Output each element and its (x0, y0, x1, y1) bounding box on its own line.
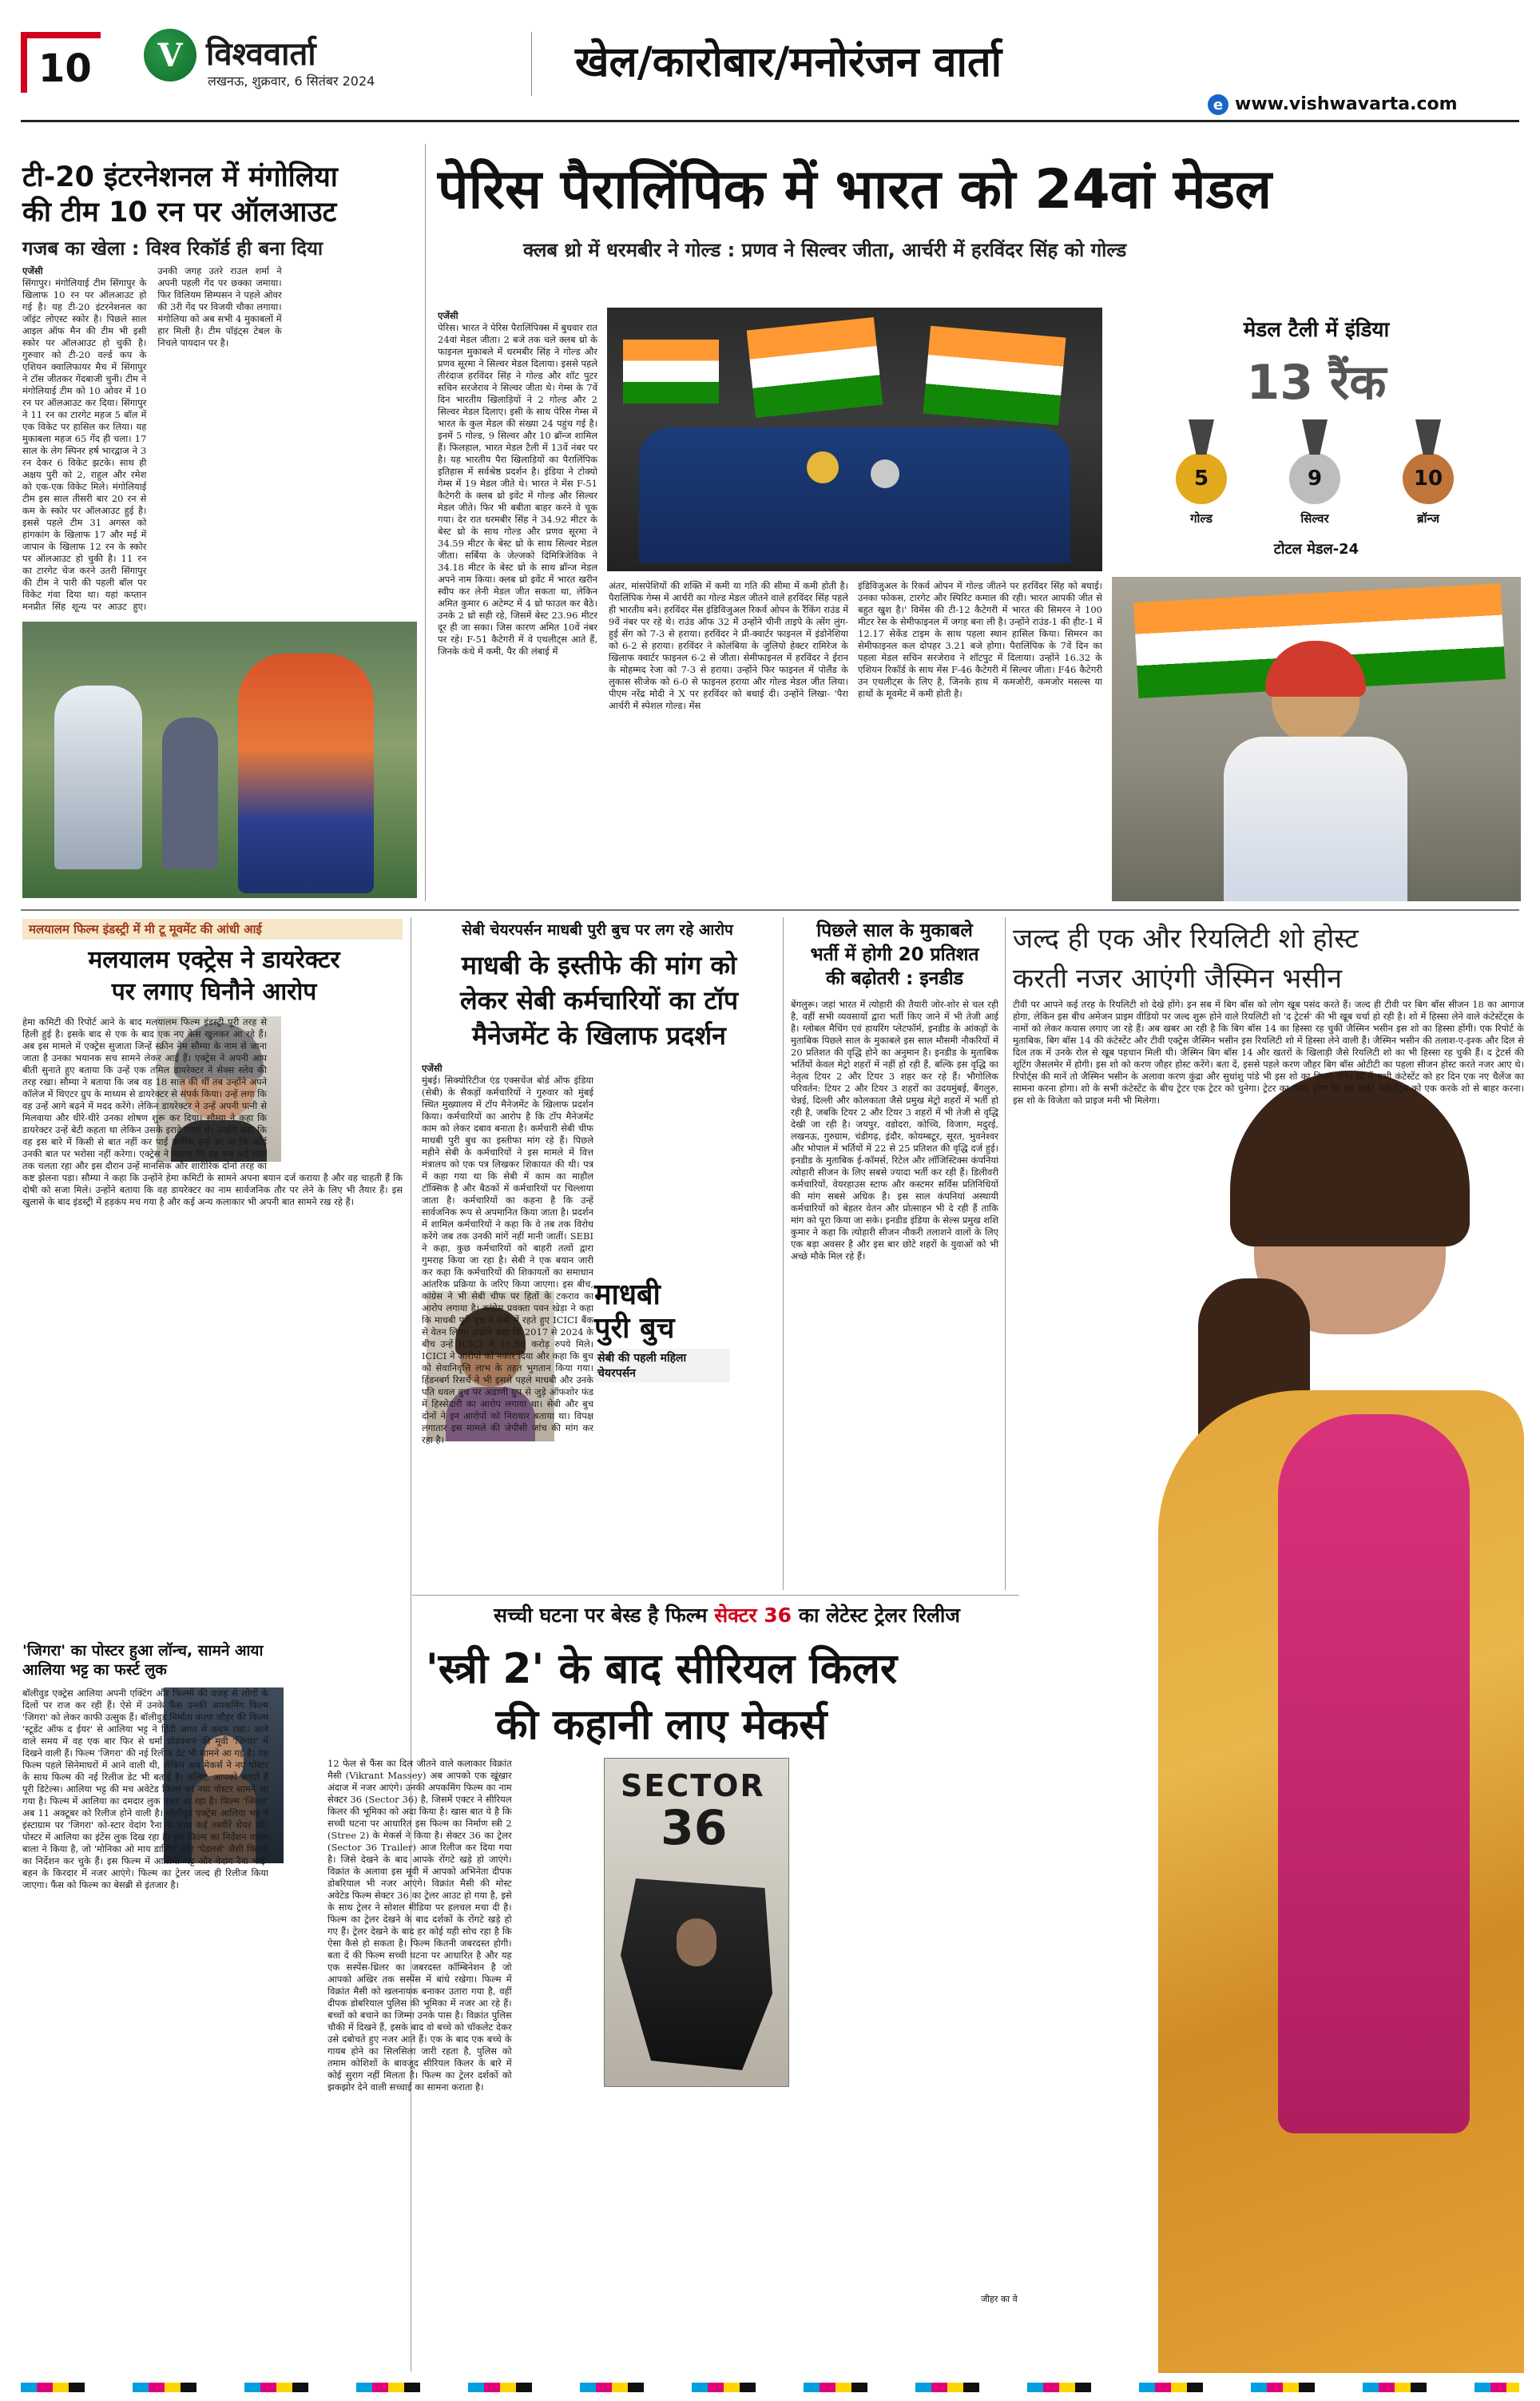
malayalam-article (22, 1016, 403, 1640)
stree-kicker-red: सेक्टर 36 (714, 1604, 792, 1627)
jasmin-body: टीवी पर आपने कई तरह के रियलिटी शो देखे होंगे। इन सब में बिग बॉस को लोग खूब पसंद करते हैं। जल्द ही टीवी पर बिग बॉस सीजन 18 का आगाज होगा, लेकिन इस बीच अमेजन प्राइम वीडियो पर जल्द शुरू होने वाले रियलिटी शो 'द ट्रेटर्स' की भी खूब चर्चा हो रही है। शो में हिस्सा लेने वाले कंटेस्टेंट्स के नामों को लेकर कयास लगाए जा रहे हैं। अब खबर आ रही है कि बिग बॉस 14 का हिस्सा रह चुकीं जैस्मिन भसीन इस शो का हिस्सा होंगी। एक रिपोर्ट के मुताबिक, बिग बॉस 14 की कंटेस्टेंट और टीवी एक्ट्रेस जैस्मिन भसीन इस रियलिटी शो में हिस्सा लेने वाली हैं। जैस्मिन भसीन की तलाश-ए-इश्क और दिल से दिल तक में उनके रोल से खूब पहचान मिली थी। जैस्मिन बिग बॉस 14 और खतरों के खिलाड़ी जैसे रियलिटी शो का भी हिस्सा रह चुकी हैं। द ट्रेटर्स की शूटिंग जैसलमेर में होगी। इस शो को करण जौहर होस्ट करेंगे। बता दें, इससे पहले करण जौहर बिग बॉस ओटीटी का पहला सीजन होस्ट करते नजर आए थे। रिपोर्ट्स की मानें तो जैस्मिन भसीन के अलावा करण कुंद्रा और सुधांशु पांडे भी इस शो का हिस्सा होंगे। शो में सभी कंटेस्टेंट को हर दिन एक नए चैलेंज का सामना करना होगा। शो के सभी कंटेस्टेंट के बीच ट्रेटर एक ट्रेटर को चुनेगा। ट्रेटर का टास्क होगा कि वह बाकी कंटेस्टेंट्स को एक करके शो से बाहर करना। इस शो के विजेता को प्राइज मनी भी मिलेगा। (1013, 999, 1524, 1106)
paper-name: विश्ववार्ता (206, 36, 316, 73)
sector36-poster-number: 36 (661, 1800, 728, 1856)
sebi-headline-line3: मैनेजमेंट के खिलाफ प्रदर्शन (472, 1020, 726, 1051)
harvinder-photo (1112, 577, 1521, 901)
browser-icon: e (1208, 94, 1228, 115)
medal-ribbon-bronze (1415, 419, 1441, 455)
jobs-headline-line1: पिछले साल के मुकाबले (816, 920, 973, 941)
jobs-body: बेंगलुरू। जहां भारत में त्योहारी की तैयारी जोर-शोर से चल रही है, वहीं सभी व्यवसायों द्वारा भर्ती किए जाने में भी तेजी आई है। ग्लोबल मैचिंग एवं हायरिंग प्लेटफॉर्म, इनडीड के आंकड़ों के मुताबिक पिछले साल के मुकाबले इस साल मौसमी नौकरियों में 20 प्रतिशत की वृद्धि होने का अनुमान है। इनडीड के मुताबिक भर्तियों केवल मेट्रो शहरों में नहीं हो रही हैं, बल्कि इस वृद्धि का नेतृत्व टियर 2 और टियर 3 शहर कर रहे हैं। भौगोलिक परिवर्तन: टियर 2 और टियर 3 शहरों का उदयमुंबई, बैंगलुरु, चेन्नई, दिल्ली और कोलकाता जैसे प्रमुख मेट्रो शहरों में भर्ती हो रही है, जबकि टियर 2 और टियर 3 शहरों में भी तेजी से वृद्धि देखी जा रही है। जयपुर, वडोदरा, कोच्चि, विजाग, मदुरई, लखनऊ, गुरुग्राम, चंडीगढ़, इंदौर, कोयम्बटूर, सूरत, भुवनेश्वर और भोपाल में भर्तियों में 22 से 25 प्रतिशत की वृद्धि दर्ज हुई। इनडीड के मुताबिक ई-कॉमर्स, रिटेल और लॉजिस्टिक्स कंपनियां त्योहारी सीजन के लिए सबसे ज्यादा भर्ती कर रही हैं। डिलीवरी कर्मचारियों, वेयरहाउस स्टाफ और कस्टमर सर्विस प्रतिनिधियों की मांग सबसे अधिक है। इस साल कंपनियां अस्थायी कर्मचारियों को बेहतर वेतन और प्रोत्साहन भी दे रही हैं ताकि मांग को पूरा किया जा सके। इनडीड इंडिया के सेल्स प्रमुख शशि कुमार ने कहा कि त्योहारी सीजन नौकरी तलाशने वालों के लिए एक बड़ा अवसर है और इस बार छोटे शहरों के युवाओं को भी अच्छे मौके मिल रहे हैं। (791, 999, 998, 1262)
stree-kicker-post: का लेटेस्ट ट्रेलर रिलीज (798, 1604, 960, 1627)
paralympic-team-photo (607, 308, 1102, 571)
jasmin-headline-line1: जल्द ही एक और रियलिटी शो होस्ट (1013, 923, 1359, 955)
medal-silver (1289, 453, 1340, 504)
medal-ribbon-silver (1302, 419, 1328, 455)
mongolia-headline (22, 160, 390, 230)
jobs-headline-line3: की बढ़ोतरी : इनडीड (826, 968, 963, 989)
madhabi-callout-name: माधबी पुरी बुच (594, 1278, 675, 1345)
jasmin-article (1013, 999, 1524, 1886)
mongolia-body: सिंगापुर। मंगोलियाई टीम सिंगापुर के खिलाफ 10 रन पर ऑलआउट हो गई है। यह टी-20 इंटरनेशनल का जॉइंट लोएस्ट स्कोर है। पिछले साल आइल ऑफ मैन की टीम भी इसी स्कोर पर ऑलआउट हो चुकी है। गुरुवार को टी-20 वर्ल्ड कप के एशियन क्वालिफायर मैच में सिंगापुर ने टॉस जीतकर गेंदबाजी चुनी। टीम ने मंगोलियाई टीम को 10 ओवर में 10 रन पर ऑलआउट कर दिया। सिंगापुर ने 11 रन का टारगेट महज 5 बॉल में एक विकेट पर हासिल कर लिया। यह मुकाबला महज 65 गेंद ही चला। 17 साल के लेग स्पिनर हर्ष भारद्वाज ने 3 रन देकर 6 विकेट झटके। साथ ही अक्षय पुरी को 2, राहुल और रमेश को एक-एक विकेट मिले। मंगोलियाई टीम इस साल तीसरी बार 20 रन से कम के स्कोर पर ऑलआउट हुई है। इससे पहले टीम 31 अगस्त को हांगकांग के खिलाफ 17 और मई में जापान के खिलाफ 12 रन के स्कोर पर ऑलआउट हो चुकी है। 11 रन का टारगेट चेज करने उतरी सिंगापुर की टीम ने पारी की पहली बॉल पर विकेट गंवा दिया था। यहां कप्तान मनप्रीत सिंह शून्य पर आउट हुए। उनकी जगह उतरे राउल शर्मा ने अपनी पहली गेंद पर छक्का जमाया। फिर विलियम सिम्पसन ने पहले ओवर की 3री गेंद पर विजयी चौका लगाया। मंगोलिया को अब सभी 4 मुकाबलों में हार मिली है। टीम पॉइंट्स टेबल के निचले पायदान पर है। (22, 265, 282, 612)
malayalam-kicker: मलयालम फिल्म इंडस्ट्री में मी टू मूवमेंट की आंधी आई (29, 922, 262, 936)
page-number-box (21, 32, 101, 93)
sebi-article (422, 1063, 776, 1582)
masthead-rule (21, 120, 1519, 122)
sebi-byline: एजेंसी (422, 1063, 443, 1074)
page-number: 10 (38, 46, 92, 91)
stree-caption: जीहर का वे (981, 2294, 1018, 2304)
masthead-divider (531, 32, 532, 96)
jigra-headline-line1: 'जिगरा' का पोस्टर हुआ लॉन्च, सामने आया (22, 1642, 264, 1660)
masthead-dateline: लखनऊ, शुक्रवार, 6 सितंबर 2024 (208, 74, 375, 89)
jigra-headline-line2: आलिया भट्ट का फर्स्ट लुक (22, 1661, 167, 1679)
sector36-poster (604, 1758, 789, 2087)
stree-headline (374, 1641, 949, 1753)
print-color-bar-bottom (21, 2383, 1519, 2392)
stree-kicker-pre: सच्ची घटना पर बेस्ड है फिल्म (494, 1604, 708, 1627)
jigra-body: बॉलीवुड एक्ट्रेस आलिया अपनी एक्टिंग और फिल्मों की वजह से लोगों के दिलों पर राज कर रही हैं। ऐसे में उनके फैंस उनकी अपकमिंग फिल्म 'जिगरा' को लेकर काफी उत्सुक हैं। बॉलीवुड निर्माता करण जौहर की फिल्म 'स्टूडेंट ऑफ द ईयर' से आलिया भट्ट ने हिंदी जगत में कदम रखा। आने वाले समय में वह एक बार फिर से धर्मा प्रोडक्शन की मूवी 'जिगरा' में दिखने वाली हैं। फिल्म 'जिगरा' की नई रिलीज डेट भी सामने आ गई है। यह फिल्म पहले सिनेमाघरों में आने वाली थी, लेकिन अब मेकर्स ने नए पोस्टर के साथ फिल्म की नई रिलीज डेट भी बताई है। चलिए, आपको बताते हैं पूरी डिटेल्स। आलिया भट्ट की मच अवेटेड फिल्म का नया पोस्टर सामने आ गया है। फिल्म में आलिया का दमदार लुक नजर आ रहा है। फिल्म 'जिगरा' अब 11 अक्टूबर को रिलीज होने वाली है। बॉलीवुड एक्ट्रेस आलिया भट्ट ने इंस्टाग्राम पर 'जिगरा' को-स्टार वेदांग रैना के साथ कई तस्वीरें शेयर कीं। पोस्टर में आलिया का इंटेंस लुक दिख रहा है। इस फिल्म का निर्देशन वासन बाला ने किया है, जो 'मोनिका ओ माय डार्लिंग' और 'पेडलर्स' जैसी फिल्मों का निर्देशन कर चुके हैं। इस फिल्म में आलिया भट्ट और वेदांग रैना भाई-बहन के किरदार में नजर आएंगे। फिल्म का ट्रेलर जल्द ही रिलीज किया जाएगा। फैंस को फिल्म का बेसब्री से इंतजार है। (22, 1687, 268, 1890)
logo-letter: V (157, 36, 183, 74)
jobs-headline-line2: भर्ती में होगी 20 प्रतिशत (810, 944, 979, 965)
stree-body: 12 फेल से फैंस का दिल जीतने वाले कलाकार विक्रांत मैसी (Vikrant Massey) अब आपको एक खूंखार अंदाज में नजर आएंगे। उनकी अपकमिंग फिल्म का नाम सेक्टर 36 (Sector 36) है, जिसमें एक्टर ने सीरियल किलर की भूमिका को अदा किया है। खास बात ये है कि सच्ची घटना पर आधारित इस फिल्म का निर्माण स्त्री 2 (Stree 2) के मेकर्स ने किया है। सेक्टर 36 का ट्रेलर (Sector 36 Trailer) आज रिलीज कर दिया गया है। जिसे देखने के बाद आपके रोंगटे खड़े हो जाएंगे। विक्रांत के अलावा इस मूवी में आपको अभिनेता दीपक डोबरियाल भी नजर आएंगे। विक्रांत मैसी की मोस्ट अवेटेड फिल्म सेक्टर 36 का ट्रेलर आउट हो गया है, इसे के साथ ट्रेलर ने सोशल मीडिया पर हलचल मचा दी है। फिल्म का ट्रेलर देखने के बाद दर्शकों के रोंगटे खड़े हो गए हैं। ट्रेलर देखने के बाद हर कोई यही सोच रहा है कि ऐसा कैसे हो सकता है। फिल्म कितनी जबरदस्त होगी। बता दें की फिल्म सच्ची घटना पर आधारित है और यह एक सस्पेंस-थ्रिलर का जबरदस्त कॉम्बिनेशन है जो आपको अखिर तक सस्पेंस में बांधे रखेगा। फिल्म में विक्रांत मैसी को खलनायक बनाकर उतारा गया है, वहीं दीपक डोबरियाल पुलिस की भूमिका में नजर आ रहे हैं। बच्चों को बचाने का जिम्मा उनके पास है। विक्रांत पुलिस चौकी में दिखने हैं, इसके बाद वो बच्चे को चॉकलेट देकर उसे दबोचते हुए नजर आते हैं। एक के बाद एक बच्चे के गायब होने का सिलसिला जारी रहता है, पुलिस को तमाम कोशिशों के बावजूद सीरियल किलर के बारे में कोई सुराग नहीं मिलता है। फिल्म का ट्रेलर दर्शकों को झकझोर देने वाली सच्चाई का सामना कराता है। (327, 1758, 512, 2093)
medal-tally-rank: 13 रैंक (1246, 355, 1387, 411)
malayalam-headline-line1: मलयालम एक्ट्रेस ने डायरेक्टर (88, 946, 340, 974)
jasmin-headline-line2: करती नजर आएंगी जैस्मिन भसीन (1013, 963, 1342, 995)
cricket-photo (22, 622, 417, 898)
website-link[interactable]: www.vishwavarta.com (1235, 94, 1458, 114)
medal-tally-total: टोटल मेडल-24 (1273, 541, 1359, 558)
paris-article-left (438, 310, 597, 901)
stree-kicker (375, 1601, 1078, 1628)
malayalam-kicker-bar (22, 919, 403, 940)
sebi-headline-line2: लेकर सेबी कर्मचारियों का टॉप (459, 985, 739, 1016)
paris-body-left: पेरिस। भारत ने पेरिस पैरालिंपिक्स में बुधवार रात 24वां मेडल जीता। 2 बजे तक चले क्लब थ्रो के फाइनल मुकाबले में धरमबीर सिंह ने गोल्ड और प्रणव सूरमा ने सिल्वर मेडल दिलाया। इससे पहले तीरंदाज हरविंदर सिंह ने गोल्ड और शॉट पुटर सचिन सरजेराव ने सिल्वर जीता थे। गेम्स के 7वें दिन भारतीय खिलाड़ियों ने 2 गोल्ड और 2 सिल्वर मेडल दिलाए। इसी के साथ पेरिस गेम्स में भारत के कुल मेडल की संख्या 24 पहुंच गई है। इनमें 5 गोल्ड, 9 सिल्वर और 10 ब्रॉन्ज शामिल हैं। फिलहाल, भारत मेडल टैली में 13वें नंबर पर है। यह भारतीय पैरा खिलाड़ियों का पैरालिंपिक इतिहास में सर्वश्रेष्ठ प्रदर्शन है। इंडिया ने टोक्यो गेम्स में 19 मेडल जीते थे। भारत ने मेंस F-51 कैटेगरी के क्लब थ्रो इवेंट में गोल्ड और सिल्वर मेडल जीते। फिर भी बबीता बाहर करने वे चूक गया। देर रात धरमबीर सिंह ने 34.92 मीटर के बेस्ट थ्रो के साथ गोल्ड और प्रणव सूरमा ने 34.59 मीटर के बेस्ट थ्रो के साथ सिल्वर मेडल जीता। सर्बिया के जेल्जको दिमित्रिजेविक ने 34.18 मीटर के बेस्ट थ्रो के साथ ब्रॉन्ज मेडल अपने नाम किया। क्लब थ्रो इवेंट में भारत खरीन स्वीप कर लेनी मेडल जीत सकता था, लेकिन अमित कुमार 6 अटेम्प्ट में 4 थ्रो फाउल कर बैठे। उनके 2 थ्रो सही रहे, जिसमें बेस्ट 23.96 मीटर दूर ही जा सका। जिस कारण अमित 10वें नंबर पर रहे। F-51 कैटेगरी में वे एथलीट्स आते हैं, जिनके कंधे में कमी, पैर की लंबाई में (438, 322, 597, 657)
medal-gold-label: गोल्ड (1190, 511, 1213, 526)
sebi-kicker: सेबी चेयरपर्सन माधबी पुरी बुच पर लग रहे आरोप (462, 921, 733, 939)
stree-headline-line1: 'स्त्री 2' के बाद सीरियल किलर (425, 1645, 898, 1693)
masthead-logo (144, 29, 196, 81)
paris-byline: एजेंसी (438, 310, 458, 321)
jobs-article (791, 999, 998, 1590)
medal-gold-count: 5 (1193, 467, 1209, 491)
jobs-headline (791, 919, 998, 991)
medal-tally-box (1112, 308, 1521, 571)
jasmin-headline (1013, 919, 1524, 999)
medal-silver-count: 9 (1307, 467, 1323, 491)
sebi-headline (422, 948, 776, 1053)
sebi-body: मुंबई। सिक्योरिटीज एंड एक्सचेंज बोर्ड ऑफ इंडिया (सेबी) के सैकड़ों कर्मचारियों ने गुरुवार को मुंबई स्थित मुख्यालय में टॉप मैनेजमेंट के खिलाफ प्रदर्शन किया। कर्मचारियों का आरोप है कि टॉप मैनेजमेंट काम को लेकर दबाव बनाता है। कर्मचारी सेबी चीफ माधबी पुरी बुच का इस्तीफा मांग रहे हैं। पिछले महीने सेबी के कर्मचारियों ने इस मामले में वित्त मंत्रालय को एक पत्र लिखकर शिकायत की थी। पत्र में कहा गया था कि सेबी में काम का माहौल टॉक्सिक है और बैठकों में कर्मचारियों पर चिल्लाया जाता है। कर्मचारियों का कहना है कि उन्हें सार्वजनिक रूप से अपमानित किया जाता है। प्रदर्शन में शामिल कर्मचारियों ने कहा कि वे तब तक विरोध करेंगे जब तक उनकी मांगें नहीं मानी जातीं। SEBI ने कहा, कुछ कर्मचारियों को बाहरी तत्वों द्वारा गुमराह किया जा रहा है। सेबी ने एक बयान जारी कर कहा कि कर्मचारियों की शिकायतों का समाधान आंतरिक प्रक्रिया के जरिए किया जाएगा। इस बीच, कांग्रेस ने भी सेबी चीफ पर हितों के टकराव का आरोप लगाया है। कांग्रेस प्रवक्ता पवन खेड़ा ने कहा कि माधबी पुरी बुच ने सेबी में रहते हुए ICICI बैंक से वेतन लिया। उन्होंने कहा कि 2017 से 2024 के बीच उन्हें ICICI से 16.80 करोड़ रुपये मिले। ICICI ने आरोपों को नकार दिया और कहा कि बुच को सेवानिवृत्ति लाभ के तहत भुगतान किया गया। हिंडनबर्ग रिसर्च ने भी इससे पहले माधबी और उनके पति धवल बुच पर अडाणी ग्रुप से जुड़े ऑफशोर फंड में हिस्सेदारी का आरोप लगाया था। सेबी और बुच दोनों ने इन आरोपों को निराधार बताया था। विपक्ष लगातार इस मामले की जेपीसी जांच की मांग कर रहा है। (422, 1075, 593, 1445)
mongolia-article (22, 265, 417, 614)
paris-article-mid (609, 580, 848, 900)
medal-bronze-count: 10 (1413, 467, 1443, 491)
jigra-headline (22, 1641, 406, 1680)
sebi-headline-line1: माधबी के इस्तीफे की मांग को (461, 950, 737, 980)
malayalam-body: हेमा कमिटी की रिपोर्ट आने के बाद मलयालम फिल्म इंडस्ट्री पूरी तरह से हिली हुई है। इसके बाद से एक के बाद एक नए केस खुलकर आ रहे हैं। अब इस मामले में एक्ट्रेस सुजाता जिन्हें स्क्रीन नेम सौम्या के नाम से जाना जाता है उनका भयानक सच सामने लेकर आई हैं। एक्ट्रेस ने अपनी आप बीती सुनाते हुए बताया कि उन्हें एक तमिल डायरेक्टर ने सेक्स स्लेव की तरह रखा। सौम्या ने बताया कि जब वह 18 साल की थीं तब उन्होंने अपने कॉलेज में थिएटर ग्रुप के माध्यम से डायरेक्टर से संपर्क किया। उन्हें लगा कि वह उन्हें आगे बढ़ने में मदद करेंगे। लेकिन डायरेक्टर ने उन्हें अपनी पत्नी से मिलवाया और धीरे-धीरे उनका शोषण शुरू कर दिया। सौम्या ने कहा कि डायरेक्टर उन्हें बेटी कहता था लेकिन उसके इरादे गलत थे। उन्होंने कहा कि वह इस बारे में किसी से बात नहीं कर पाईं क्योंकि उन्हें डर था कि कोई उनकी बात पर भरोसा नहीं करेगा। एक्ट्रेस ने बताया कि यह सब कई साल तक चलता रहा और इस दौरान उन्हें मानसिक और शारीरिक दोनों तरह का कष्ट झेलना पड़ा। सौम्या ने कहा कि उन्होंने हेमा कमिटी के सामने अपना बयान दर्ज कराया है और वह चाहती हैं कि दोषी को सजा मिले। उन्होंने बताया कि वह डायरेक्टर का नाम सार्वजनिक तौर पर लेने के लिए भी तैयार हैं। इस खुलासे के बाद इंडस्ट्री में हड़कंप मच गया है और कई अन्य कलाकार भी अपनी बात सामने रख रहे हैं। (22, 1016, 403, 1207)
medal-bronze (1403, 453, 1454, 504)
stree-headline-line2: की कहानी लाए मेकर्स (495, 1701, 828, 1749)
mongolia-byline: एजेंसी (22, 265, 43, 276)
paris-body-right: इंडिविजुअल के रिकर्व ओपन में गोल्ड जीतने पर हरविंदर सिंह को बधाई। उनका फोकस, टारगेट और स्पिरिट कमाल की रही। भारत आपकी जीत से बहुत खुश है।' विमेंस की टी-12 कैटेगरी में भारत की सिमरन ने 100 मीटर रेस के सेमीफाइनल में जगह बना ली है। उन्होंने राउंड-1 की हीट-1 में 12.17 सेकेंड टाइम के साथ पहला स्थान हासिल किया। सिमरन का सेमीफाइनल कल दोपहर 3.21 बजे होगा। पैरालिंपिक के 7वें दिन का पहला मेडल सचिन सरजेराव ने शॉटपुट में दिलाया। उन्होंने 16.32 के एशियन रिकॉर्ड के साथ मेंस F-46 कैटेगरी में सिल्वर जीता। F46 कैटेगरी उन एथलीट्स के लिए है, जिनके हाथ में कमजोरी, कमजोर मसल्स या हाथों के मूवमेंट में कमी होती है। (858, 580, 1102, 699)
malayalam-headline-line2: पर लगाए घिनौने आरोप (111, 978, 317, 1006)
paris-body-mid: अंतर, मांसपेशियों की शक्ति में कमी या गति की सीमा में कमी होती है। पैरालिंपिक गेम्स में आर्चरी का गोल्ड मेडल जीतने वाले हरविंदर सिंह पहले ही भारतीय बने। हरविंदर मेंस इंडिविजुअल रिकर्व ओपन के रैंकिंग राउंड में 9वें नंबर पर रहे थे। राउंड ऑफ 32 में उन्होंने चीनी ताइपे के त्सेंग लुंग-हुई सेंग को 7-3 से हराया। हरविंदर ने प्री-क्वार्टर फाइनल में इंडोनेशिया को 6-2 से हराया। हरविंदर ने कोलंबिया के जुलियो हेक्टर रामिरेज के खिलाफ क्वार्टर फाइनल 6-2 से जीता। सेमीफाइनल में हरविंदर ने ईरान के मोहम्मद रेजा को 7-3 से हराया। उन्होंने फिर फाइनल में पोलैंड के लुकास सीजेक को 6-0 से फाइनल हराया और गोल्ड मेडल जीत लिया। पीएम नरेंद्र मोदी ने X पर हरविंदर को बधाई दी। उन्होंने लिखा- 'पैरा आर्चरी में स्पेशल गोल्ड। मेंस (609, 580, 848, 711)
paris-article-right (858, 580, 1102, 900)
malayalam-headline (22, 944, 406, 1008)
paris-subhead: क्लब थ्रो में धरमबीर ने गोल्ड : प्रणव ने सिल्वर जीता, आर्चरी में हरविंदर सिंह को गोल्ड (523, 239, 1127, 261)
section-title: खेल/कारोबार/मनोरंजन वार्ता (575, 38, 1002, 86)
medal-gold (1176, 453, 1227, 504)
medal-tally-title: मेडल टैली में इंडिया (1243, 318, 1390, 342)
mongolia-headline-line1: टी-20 इंटरनेशनल में मंगोलिया (22, 161, 338, 193)
medal-silver-label: सिल्वर (1300, 511, 1329, 526)
medal-ribbon-gold (1189, 419, 1214, 455)
medal-bronze-label: ब्रॉन्ज (1416, 511, 1440, 526)
madhabi-callout-desc: सेबी की पहली महिला चेयरपर्सन (594, 1349, 730, 1382)
mongolia-subhead: गजब का खेला : विश्व रिकॉर्ड ही बना दिया (22, 237, 323, 260)
mongolia-headline-line2: की टीम 10 रन पर ऑलआउट (22, 197, 337, 229)
sector36-poster-title: SECTOR (621, 1768, 765, 1803)
paris-headline: पेरिस पैरालिंपिक में भारत को 24वां मेडल (438, 158, 1272, 221)
